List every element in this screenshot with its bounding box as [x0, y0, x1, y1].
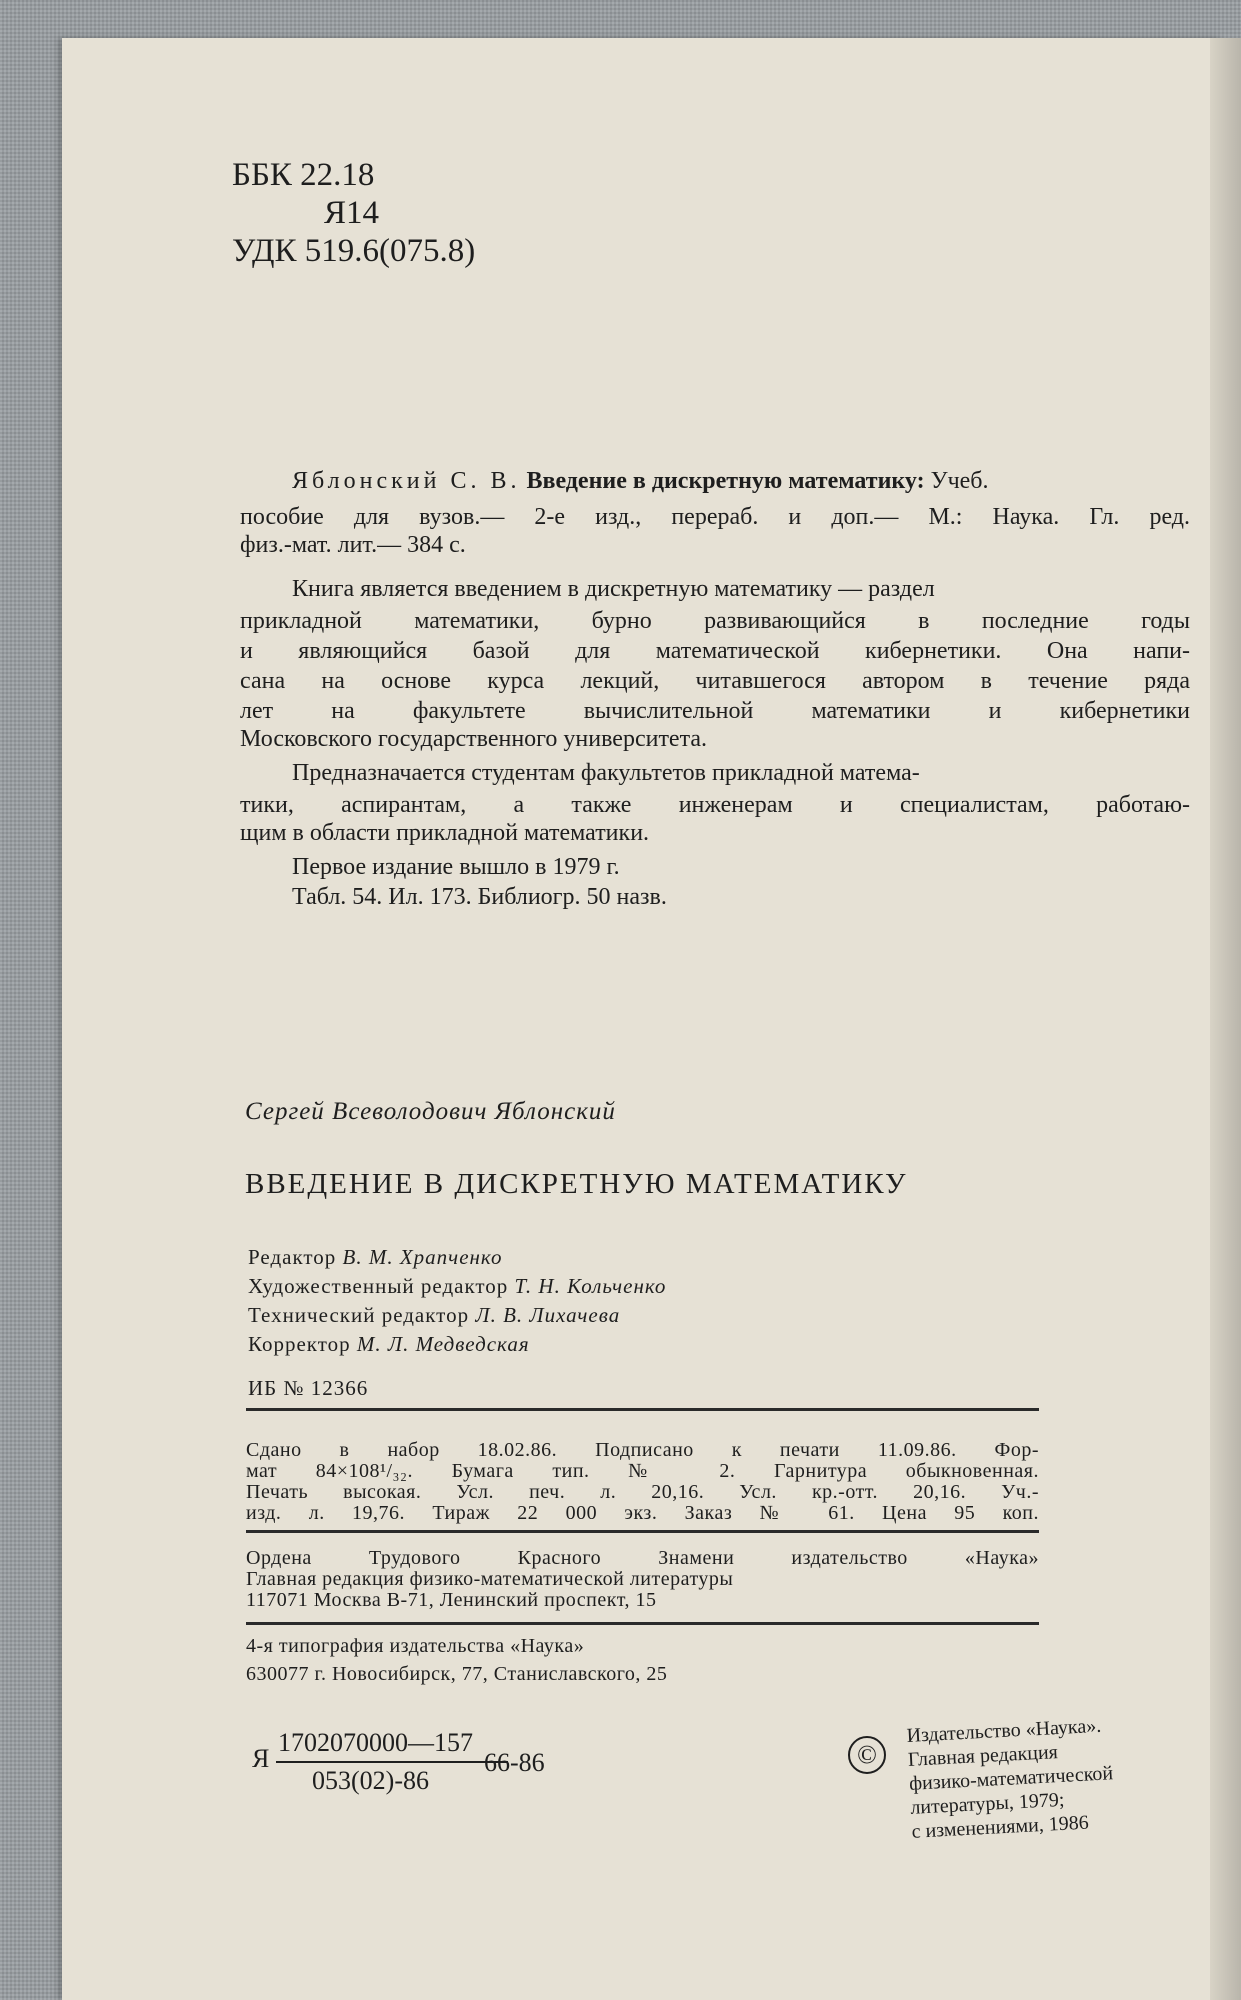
para1-line: лет на факультете вычислительной математики и кибернетики [240, 698, 1190, 724]
udk-code: УДК 519.6(075.8) [232, 233, 476, 269]
publisher-line: 117071 Москва В-71, Ленинский проспект, 15 [246, 1589, 657, 1611]
fraction-prefix: Я [252, 1744, 270, 1773]
print-info-line: изд. л. 19,76. Тираж 22 000 экз. Заказ № 61. Цена 95 коп. [246, 1502, 1039, 1524]
ya-code: Я14 [324, 195, 380, 231]
bbk-code: ББК 22.18 [232, 157, 375, 193]
classification-codes [232, 156, 475, 270]
print-info-line: Сдано в набор 18.02.86. Подписано к печати 11.09.86. Фор- [246, 1439, 1039, 1461]
copyright-line: литературы, 1979; [909, 1788, 1065, 1819]
copyright-line: Издательство «Наука». [906, 1714, 1102, 1747]
editors-list [248, 1243, 666, 1359]
para2-line: щим в области прикладной математики. [240, 820, 650, 846]
annotation-line-3: физ.-мат. лит.— 384 с. [240, 532, 466, 558]
editor-row: Корректор М. Л. Медведская [248, 1332, 530, 1356]
fraction-numerator: 1702070000—157 [278, 1728, 473, 1757]
copyright-line: с изменениями, 1986 [911, 1811, 1090, 1843]
book-stats: Табл. 54. Ил. 173. Библиогр. 50 назв. [292, 884, 667, 910]
publisher-line: Ордена Трудового Красного Знамени издательство «Наука» [246, 1547, 1039, 1569]
book-page [62, 38, 1222, 2000]
copyright-icon: © [848, 1736, 886, 1774]
copyright-line: Главная редакция [907, 1741, 1059, 1771]
annotation-line1-rest: Учеб. [930, 468, 989, 494]
divider-rule [246, 1408, 1039, 1411]
divider-rule [246, 1530, 1039, 1533]
colophon-title: ВВЕДЕНИЕ В ДИСКРЕТНУЮ МАТЕМАТИКУ [245, 1168, 908, 1200]
colophon-author: Сергей Всеволодович Яблонский [245, 1098, 616, 1125]
publisher-line: Главная редакция физико-математической литературы [246, 1568, 734, 1590]
page-edge [1210, 38, 1241, 2000]
fraction-bar [276, 1761, 508, 1763]
para1-line: Московского государственного университета. [240, 726, 708, 752]
para1-line: Книга является введением в дискретную математику — раздел [292, 576, 935, 602]
para2-line: Предназначается студентам факультетов прикладной матема- [292, 760, 920, 786]
fraction-denominator: 053(02)-86 [312, 1766, 429, 1795]
para1-line: и являющийся базой для математической кибернетики. Она напи- [240, 638, 1190, 664]
editor-row: Технический редактор Л. В. Лихачева [248, 1303, 621, 1327]
annotation-author: Яблонский С. В. [292, 468, 521, 494]
printer-line: 630077 г. Новосибирск, 77, Станиславского, 25 [246, 1663, 668, 1685]
para1-line: прикладной математики, бурно развивающийся в последние годы [240, 608, 1190, 634]
para1-line: сана на основе курса лекций, читавшегося автором в течение ряда [240, 668, 1190, 694]
fraction-suffix: 66-86 [484, 1748, 545, 1777]
annotation-line-1 [292, 468, 989, 495]
annotation-title: Введение в дискретную математику: [526, 468, 925, 494]
divider-rule [246, 1622, 1039, 1625]
editor-row: Художественный редактор Т. Н. Кольченко [248, 1274, 667, 1298]
printer-line: 4-я типография издательства «Наука» [246, 1635, 585, 1657]
ib-number: ИБ № 12366 [248, 1376, 369, 1400]
first-edition-note: Первое издание вышло в 1979 г. [292, 854, 620, 880]
copyright-line: физико-математической [908, 1762, 1114, 1795]
print-info-line: мат 84×108¹/₃₂. Бумага тип. № 2. Гарнитура обыкновенная. [246, 1460, 1039, 1482]
para2-line: тики, аспирантам, а также инженерам и специалистам, работаю- [240, 792, 1190, 818]
annotation-line-2: пособие для вузов.— 2-е изд., перераб. и доп.— М.: Наука. Гл. ред. [240, 504, 1190, 530]
copyright-block [906, 1713, 1116, 1844]
editor-row: Редактор В. М. Храпченко [248, 1245, 503, 1269]
print-info-line: Печать высокая. Усл. печ. л. 20,16. Усл. кр.-отт. 20,16. Уч.- [246, 1481, 1039, 1503]
